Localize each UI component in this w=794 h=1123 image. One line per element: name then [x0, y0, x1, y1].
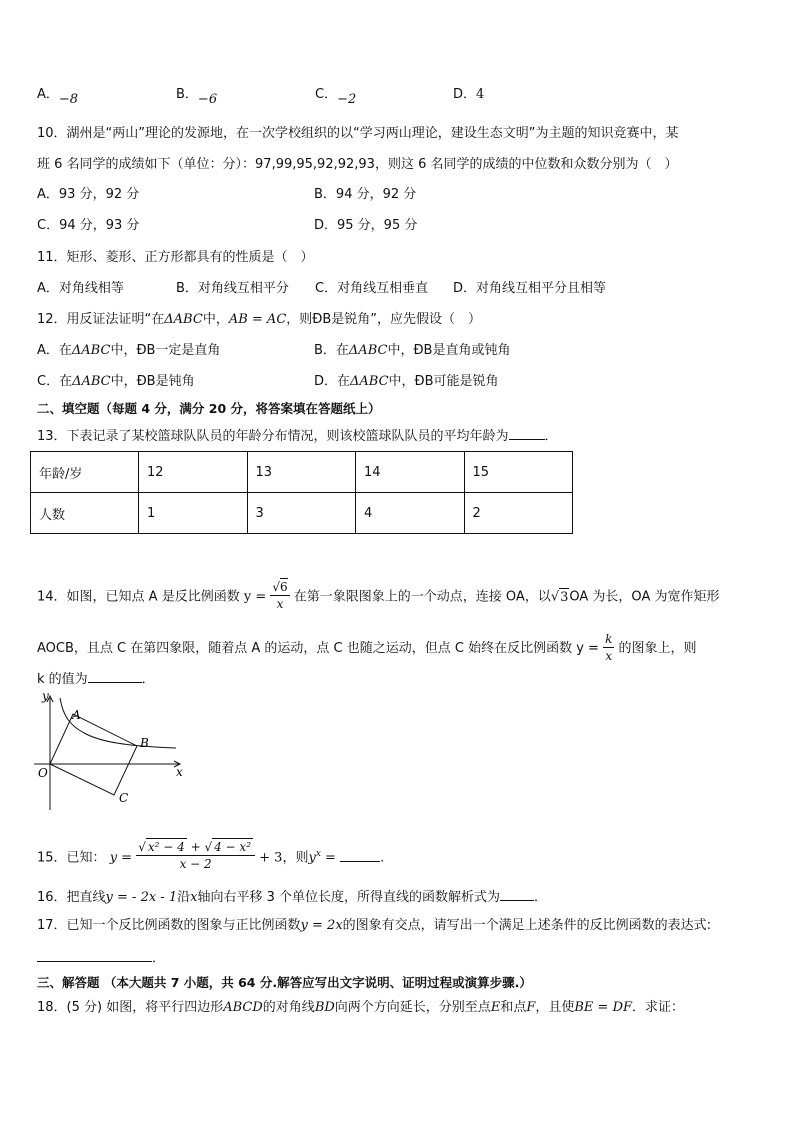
rectangle-aocb	[50, 714, 137, 795]
text: D．在	[314, 374, 351, 389]
point-label-a: A	[72, 708, 81, 722]
q11-option-d: D．对角线互相平分且相等	[453, 281, 607, 296]
radicand: 6	[280, 580, 288, 594]
hyperbola-curve	[60, 698, 176, 748]
text: 17．已知一个反比例函数的图象与正比例函数	[37, 918, 301, 933]
text: 中，ÐB是直角或钝角	[387, 343, 511, 358]
text: 在第一象限图象上的一个动点，连接 OA，以	[293, 589, 551, 605]
text: ．	[544, 429, 558, 444]
text: ．求证：	[632, 1000, 685, 1015]
answer-blank	[500, 886, 534, 901]
q11-option-b: B．对角线互相平分	[176, 281, 289, 296]
table-cell: 2	[464, 493, 573, 534]
text: ．	[141, 672, 155, 687]
option-label: C．	[315, 87, 338, 102]
option-label: B．	[176, 87, 198, 102]
q12-option-a	[37, 342, 220, 360]
q17-line2	[37, 947, 165, 968]
diagonal-bd: BD	[314, 1000, 335, 1015]
q14-line1	[37, 580, 719, 614]
text: 16．把直线	[37, 890, 106, 905]
q18-stem	[37, 999, 684, 1017]
numerator: √ x² − 4 + √ 4 − x²	[136, 838, 255, 856]
q12-option-b	[314, 342, 510, 360]
q10-stem-line1: 10．湖州是“两山”理论的发源地，在一次学校组织的以“学习两山理论，建设生态文明”为主题的知识竞赛中，某	[37, 126, 679, 141]
text: 中，ÐB一定是直角	[110, 343, 221, 358]
point-e: E	[490, 1000, 501, 1015]
text: 的图象有交点，请写出一个满足上述条件的反比例函数的表达式:	[342, 918, 712, 933]
q10-option-b: B．94 分，92 分	[314, 187, 417, 202]
text: AOCB，且点 C 在第四象限，随着点 A 的运动，点 C 也随之运动，但点 C 始终在反比例函数 y =	[37, 641, 599, 656]
radicand: 4 − x²	[214, 840, 252, 854]
triangle-abc: ΔABC	[72, 374, 111, 389]
triangle-abc: ΔABC	[350, 374, 389, 389]
text: k 的值为	[37, 672, 88, 687]
denominator: x − 2	[179, 857, 212, 871]
option-value: 4	[476, 87, 485, 102]
text: B．在	[314, 343, 349, 358]
denominator: x	[276, 597, 284, 611]
text: 12．用反证法证明“在	[37, 312, 165, 327]
radical-sign: √	[550, 589, 560, 605]
q12-option-d	[314, 373, 499, 391]
axes	[34, 696, 180, 810]
equation-ab-ac: AB = AC	[228, 312, 287, 327]
text: 中，ÐB可能是锐角	[388, 374, 499, 389]
radical-sign: √	[138, 840, 146, 854]
triangle-abc: ΔABC	[164, 312, 203, 327]
text: ，则	[282, 850, 309, 866]
q12-stem	[37, 311, 481, 329]
answer-blank	[37, 947, 152, 962]
proportional-function: y = 2x	[300, 918, 343, 933]
y-equals: y =	[243, 589, 267, 605]
text: 轴向右平移 3 个单位长度，所得直线的函数解析式为	[197, 890, 501, 905]
q15	[37, 841, 384, 875]
numerator	[270, 578, 289, 596]
numerator: k	[605, 632, 613, 646]
axis-variable: x	[190, 890, 198, 905]
text: 的对角线	[262, 1000, 315, 1015]
q13-stem	[37, 425, 558, 446]
power-base: y	[308, 850, 316, 866]
text: 13．下表记录了某校篮球队队员的年龄分布情况，则该校篮球队队员的平均年龄为	[37, 429, 509, 444]
equation-be-df: BE = DF	[574, 1000, 633, 1015]
answer-blank	[340, 847, 380, 862]
axis-label-x: x	[176, 765, 183, 779]
option-label: D．	[453, 87, 477, 102]
q9-option-c	[315, 86, 357, 107]
q11-option-a: A．对角线相等	[37, 281, 124, 296]
denominator: x	[605, 649, 613, 663]
point-label-b: B	[140, 736, 149, 750]
fraction-radicals	[136, 838, 255, 872]
table-row	[31, 452, 573, 493]
q10-option-c: C．94 分，93 分	[37, 218, 140, 233]
text: 沿	[177, 890, 191, 905]
q17-line1	[37, 917, 711, 935]
text: 的图象上，则	[618, 641, 697, 656]
section-heading-fill-in: 二、填空题（每题 4 分，满分 20 分，将答案填在答题纸上）	[37, 401, 381, 416]
option-label: A．	[37, 87, 59, 102]
fraction-sqrt6-over-x	[270, 578, 289, 612]
table-cell: 12	[139, 452, 248, 493]
point-label-c: C	[119, 791, 129, 805]
radical-sign: √	[204, 840, 213, 854]
q16	[37, 886, 547, 907]
q9-option-a	[37, 86, 79, 107]
text: ．	[534, 890, 548, 905]
table-cell: 人数	[31, 493, 139, 534]
q12-option-c	[37, 373, 195, 391]
equals: =	[320, 850, 341, 866]
y-equals: y =	[109, 850, 133, 866]
q10-option-a: A．93 分，92 分	[37, 187, 140, 202]
point-label-o: O	[38, 766, 48, 780]
section-heading-solutions: 三、解答题 （本大题共 7 小题，共 64 分.解答应写出文字说明、证明过程或演算步骤.）	[37, 975, 532, 990]
text: 和点	[500, 1000, 527, 1015]
table-row	[31, 493, 573, 534]
option-value: −6	[197, 92, 218, 107]
triangle-abc: ΔABC	[71, 343, 111, 358]
text: ，且使	[535, 1000, 575, 1015]
table-cell: 14	[356, 452, 465, 493]
radicand: 3	[560, 589, 569, 605]
text: 中，ÐB是钝角	[110, 374, 195, 389]
text: 14．如图，已知点 A 是反比例函数	[37, 589, 240, 605]
answer-blank	[509, 425, 545, 440]
text: ，则ÐB是锐角”，应先假设（ ）	[286, 312, 481, 327]
text: A．在	[37, 343, 72, 358]
axis-label-y: y	[42, 689, 49, 703]
option-value: −8	[58, 92, 79, 107]
table-cell: 3	[247, 493, 356, 534]
q9-option-d	[453, 86, 484, 104]
text: 15．已知：	[37, 850, 106, 866]
table-cell: 13	[247, 452, 356, 493]
table-cell: 15	[464, 452, 573, 493]
q10-stem-line2: 班 6 名同学的成绩如下（单位：分）：97,99,95,92,92,93，则这 6 名同学的成绩的中位数和众数分别为（ ）	[37, 157, 678, 172]
text: 向两个方向延长，分别至点	[334, 1000, 491, 1015]
text: 18．(5 分) 如图，将平行四边形	[37, 1000, 224, 1015]
q14-figure	[30, 688, 190, 813]
age-table	[30, 451, 573, 534]
q11-option-c: C．对角线互相垂直	[315, 281, 429, 296]
power-exponent: x	[315, 849, 321, 860]
q14-line3	[37, 668, 155, 689]
table-cell: 年龄/岁	[31, 452, 139, 493]
text: ．	[152, 951, 166, 966]
fraction-k-over-x	[603, 631, 614, 664]
text: C．在	[37, 374, 73, 389]
q9-option-b	[176, 86, 218, 107]
option-value: −2	[337, 92, 357, 107]
text: .	[380, 850, 385, 866]
q10-option-d: D．95 分，95 分	[314, 218, 418, 233]
text: 中，	[202, 312, 229, 327]
q14-line2	[37, 632, 697, 665]
triangle-abc: ΔABC	[348, 343, 388, 358]
plus-three: + 3	[259, 850, 283, 866]
q11-stem: 11．矩形、菱形、正方形都具有的性质是（ ）	[37, 250, 314, 265]
table-cell: 1	[139, 493, 248, 534]
answer-blank	[88, 668, 142, 683]
text: OA 为长，OA 为宽作矩形	[569, 589, 720, 605]
parallelogram-abcd: ABCD	[223, 1000, 263, 1015]
radicand: x² − 4	[147, 840, 185, 854]
table-cell: 4	[356, 493, 465, 534]
line-expression: y = - 2x - 1	[105, 890, 178, 905]
point-f: F	[526, 1000, 536, 1015]
radical-sign: √	[272, 580, 281, 594]
